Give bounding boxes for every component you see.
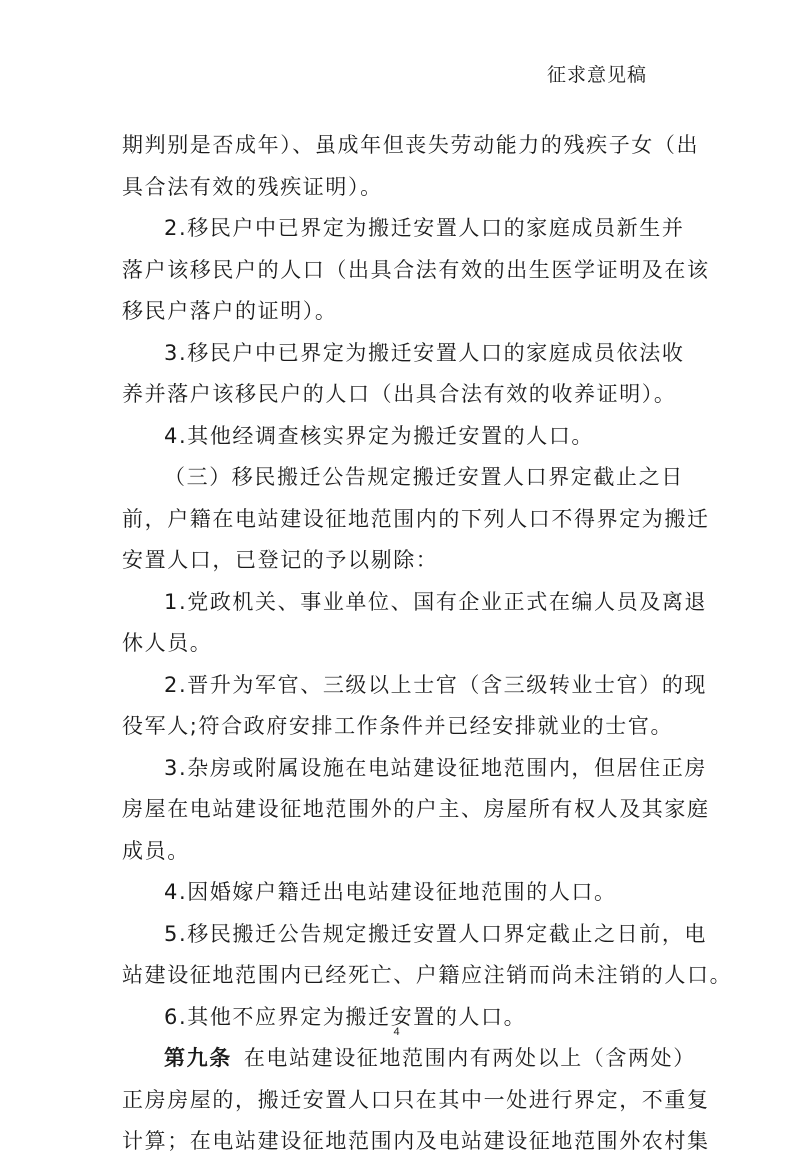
text-line: 5.移民搬迁公告规定搬迁安置人口界定截止之日前，电 xyxy=(164,921,708,946)
text-line: 3.移民户中已界定为搬迁安置人口的家庭成员依法收 xyxy=(164,340,685,365)
text-line: （三）移民搬迁公告规定搬迁安置人口界定截止之日 xyxy=(164,465,684,489)
draft-label: 征求意见稿 xyxy=(546,64,647,86)
text-line: 6.其他不应界定为搬迁安置的人口。 xyxy=(164,1004,527,1029)
text-line: 4.因婚嫁户籍迁出电站建设征地范围的人口。 xyxy=(164,880,617,904)
article-9-first-line xyxy=(122,1038,696,1080)
text-line: 站建设征地范围内已经死亡、户籍应注销而尚未注销的人口。 xyxy=(122,963,733,987)
article-9-text: 在电站建设征地范围内有两处以上（含两处） xyxy=(243,1046,696,1070)
text-line: 期判别是否成年）、虽成年但丧失劳动能力的残疾子女（出 xyxy=(122,133,700,157)
text-line: 具合法有效的残疾证明）。 xyxy=(122,174,383,199)
text-line: 1.党政机关、事业单位、国有企业正式在编人员及离退 xyxy=(164,589,708,614)
paragraph-lines xyxy=(122,125,733,1038)
text-line: 成员。 xyxy=(122,838,190,863)
text-line: 2.移民户中已界定为搬迁安置人口的家庭成员新生并 xyxy=(164,216,685,240)
text-line: 移民户落户的证明）。 xyxy=(122,299,338,323)
text-line: 役军人;符合政府安排工作条件并已经安排就业的士官。 xyxy=(122,714,674,738)
text-line: 休人员。 xyxy=(122,631,213,655)
article-9-heading: 第九条 xyxy=(164,1046,232,1070)
text-line: 2.晋升为军官、三级以上士官（含三级转业士官）的现 xyxy=(164,672,708,697)
text-line: 落户该移民户的人口（出具合法有效的出生医学证明及在该 xyxy=(122,257,710,282)
text-line: 前，户籍在电站建设征地范围内的下列人口不得界定为搬迁 xyxy=(122,506,710,531)
text-line: 4.其他经调查核实界定为搬迁安置的人口。 xyxy=(164,423,595,448)
text-line: 房屋在电站建设征地范围外的户主、房屋所有权人及其家庭 xyxy=(122,797,710,821)
text-line: 3.杂房或附属设施在电站建设征地范围内，但居住正房 xyxy=(164,755,708,780)
page-number: 4 xyxy=(393,1026,400,1038)
text-line: 安置人口，已登记的予以剔除： xyxy=(122,548,439,572)
article-9-line-3: 计算；在电站建设征地范围内及电站建设征地范围外农村集 xyxy=(122,1129,710,1153)
body-text xyxy=(122,125,733,1163)
article-9-line-2: 正房房屋的，搬迁安置人口只在其中一处进行界定，不重复 xyxy=(122,1087,710,1112)
text-line: 养并落户该移民户的人口（出具合法有效的收养证明）。 xyxy=(122,382,677,406)
